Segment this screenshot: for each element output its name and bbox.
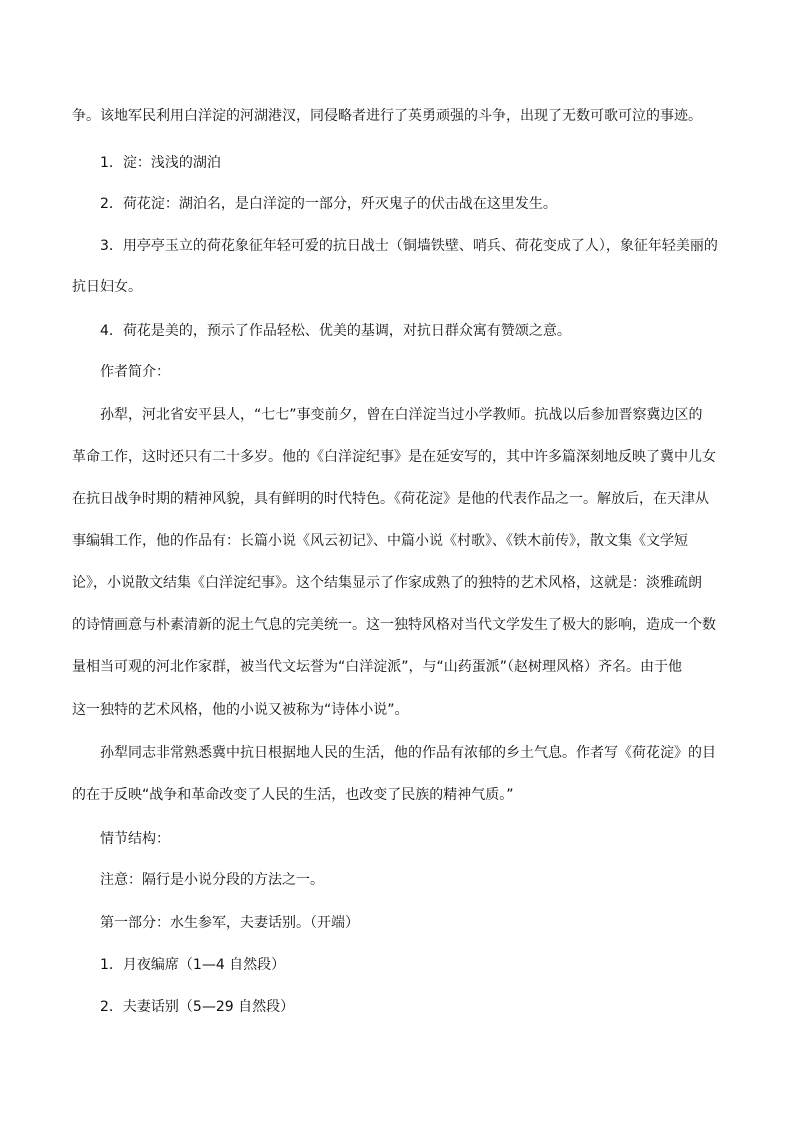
paragraph-line: 注意：隔行是小说分段的方法之一。 (100, 872, 324, 888)
paragraph-line: 第一部分：水生参军，夫妻话别。（开端） (100, 915, 359, 931)
list-item: 1．淀：浅浅的湖泊 (100, 155, 221, 171)
list-item: 4．荷花是美的，预示了作品轻松、优美的基调，对抗日群众寓有赞颂之意。 (100, 323, 571, 339)
paragraph-line: 革命工作，这时还只有二十多岁。他的《白洋淀纪事》是在延安写的，其中许多篇深刻地反映了冀中儿女 (72, 449, 716, 465)
list-item: 2．夫妻话别（5—29 自然段） (100, 999, 295, 1015)
paragraph-line: 在抗日战争时期的精神风貌，具有鲜明的时代特色。《荷花淀》是他的代表作品之一。解放后，在天津从 (72, 491, 709, 507)
list-item: 2．荷花淀：湖泊名，是白洋淀的一部分，歼灭鬼子的伏击战在这里发生。 (100, 196, 557, 212)
paragraph-line: 论》，小说散文结集《白洋淀纪事》。这个结集显示了作家成熟了的独特的艺术风格，这就是：淡雅疏朗 (72, 575, 702, 591)
paragraph-line: 的在于反映“战争和革命改变了人民的生活，也改变了民族的精神气质。” (72, 787, 514, 803)
list-item: 1．月夜编席（1—4 自然段） (100, 957, 286, 973)
list-item: 3．用亭亭玉立的荷花象征年轻可爱的抗日战士（铜墙铁壁、哨兵、荷花变成了人），象征年轻美丽的 (100, 238, 718, 254)
paragraph-line: 争。该地军民利用白洋淀的河湖港汊，同侵略者进行了英勇顽强的斗争，出现了无数可歌可泣的事迹。 (72, 108, 702, 124)
section-heading: 作者简介： (100, 364, 170, 380)
section-heading: 情节结构： (100, 831, 170, 847)
paragraph-line: 这一独特的艺术风格，他的小说又被称为“诗体小说”。 (72, 702, 409, 718)
paragraph-line: 孙犁同志非常熟悉冀中抗日根据地人民的生活，他的作品有浓郁的乡土气息。作者写《荷花淀》的目 (100, 745, 716, 761)
paragraph-line: 孙犁，河北省安平县人，“七七”事变前夕，曾在白洋淀当过小学教师。抗战以后参加晋察冀边区的 (100, 407, 703, 423)
paragraph-line: 的诗情画意与朴素清新的泥土气息的完美统一。这一独特风格对当代文学发生了极大的影响，造成一个数 (72, 617, 716, 633)
paragraph-line: 事编辑工作，他的作品有：长篇小说《风云初记》、中篇小说《村歌》、《铁木前传》，散文集《文学短 (72, 533, 688, 549)
paragraph-line: 抗日妇女。 (72, 279, 142, 295)
paragraph-line: 量相当可观的河北作家群，被当代文坛誉为“白洋淀派”，与“山药蛋派”（赵树理风格）齐名。由于他 (72, 659, 683, 675)
